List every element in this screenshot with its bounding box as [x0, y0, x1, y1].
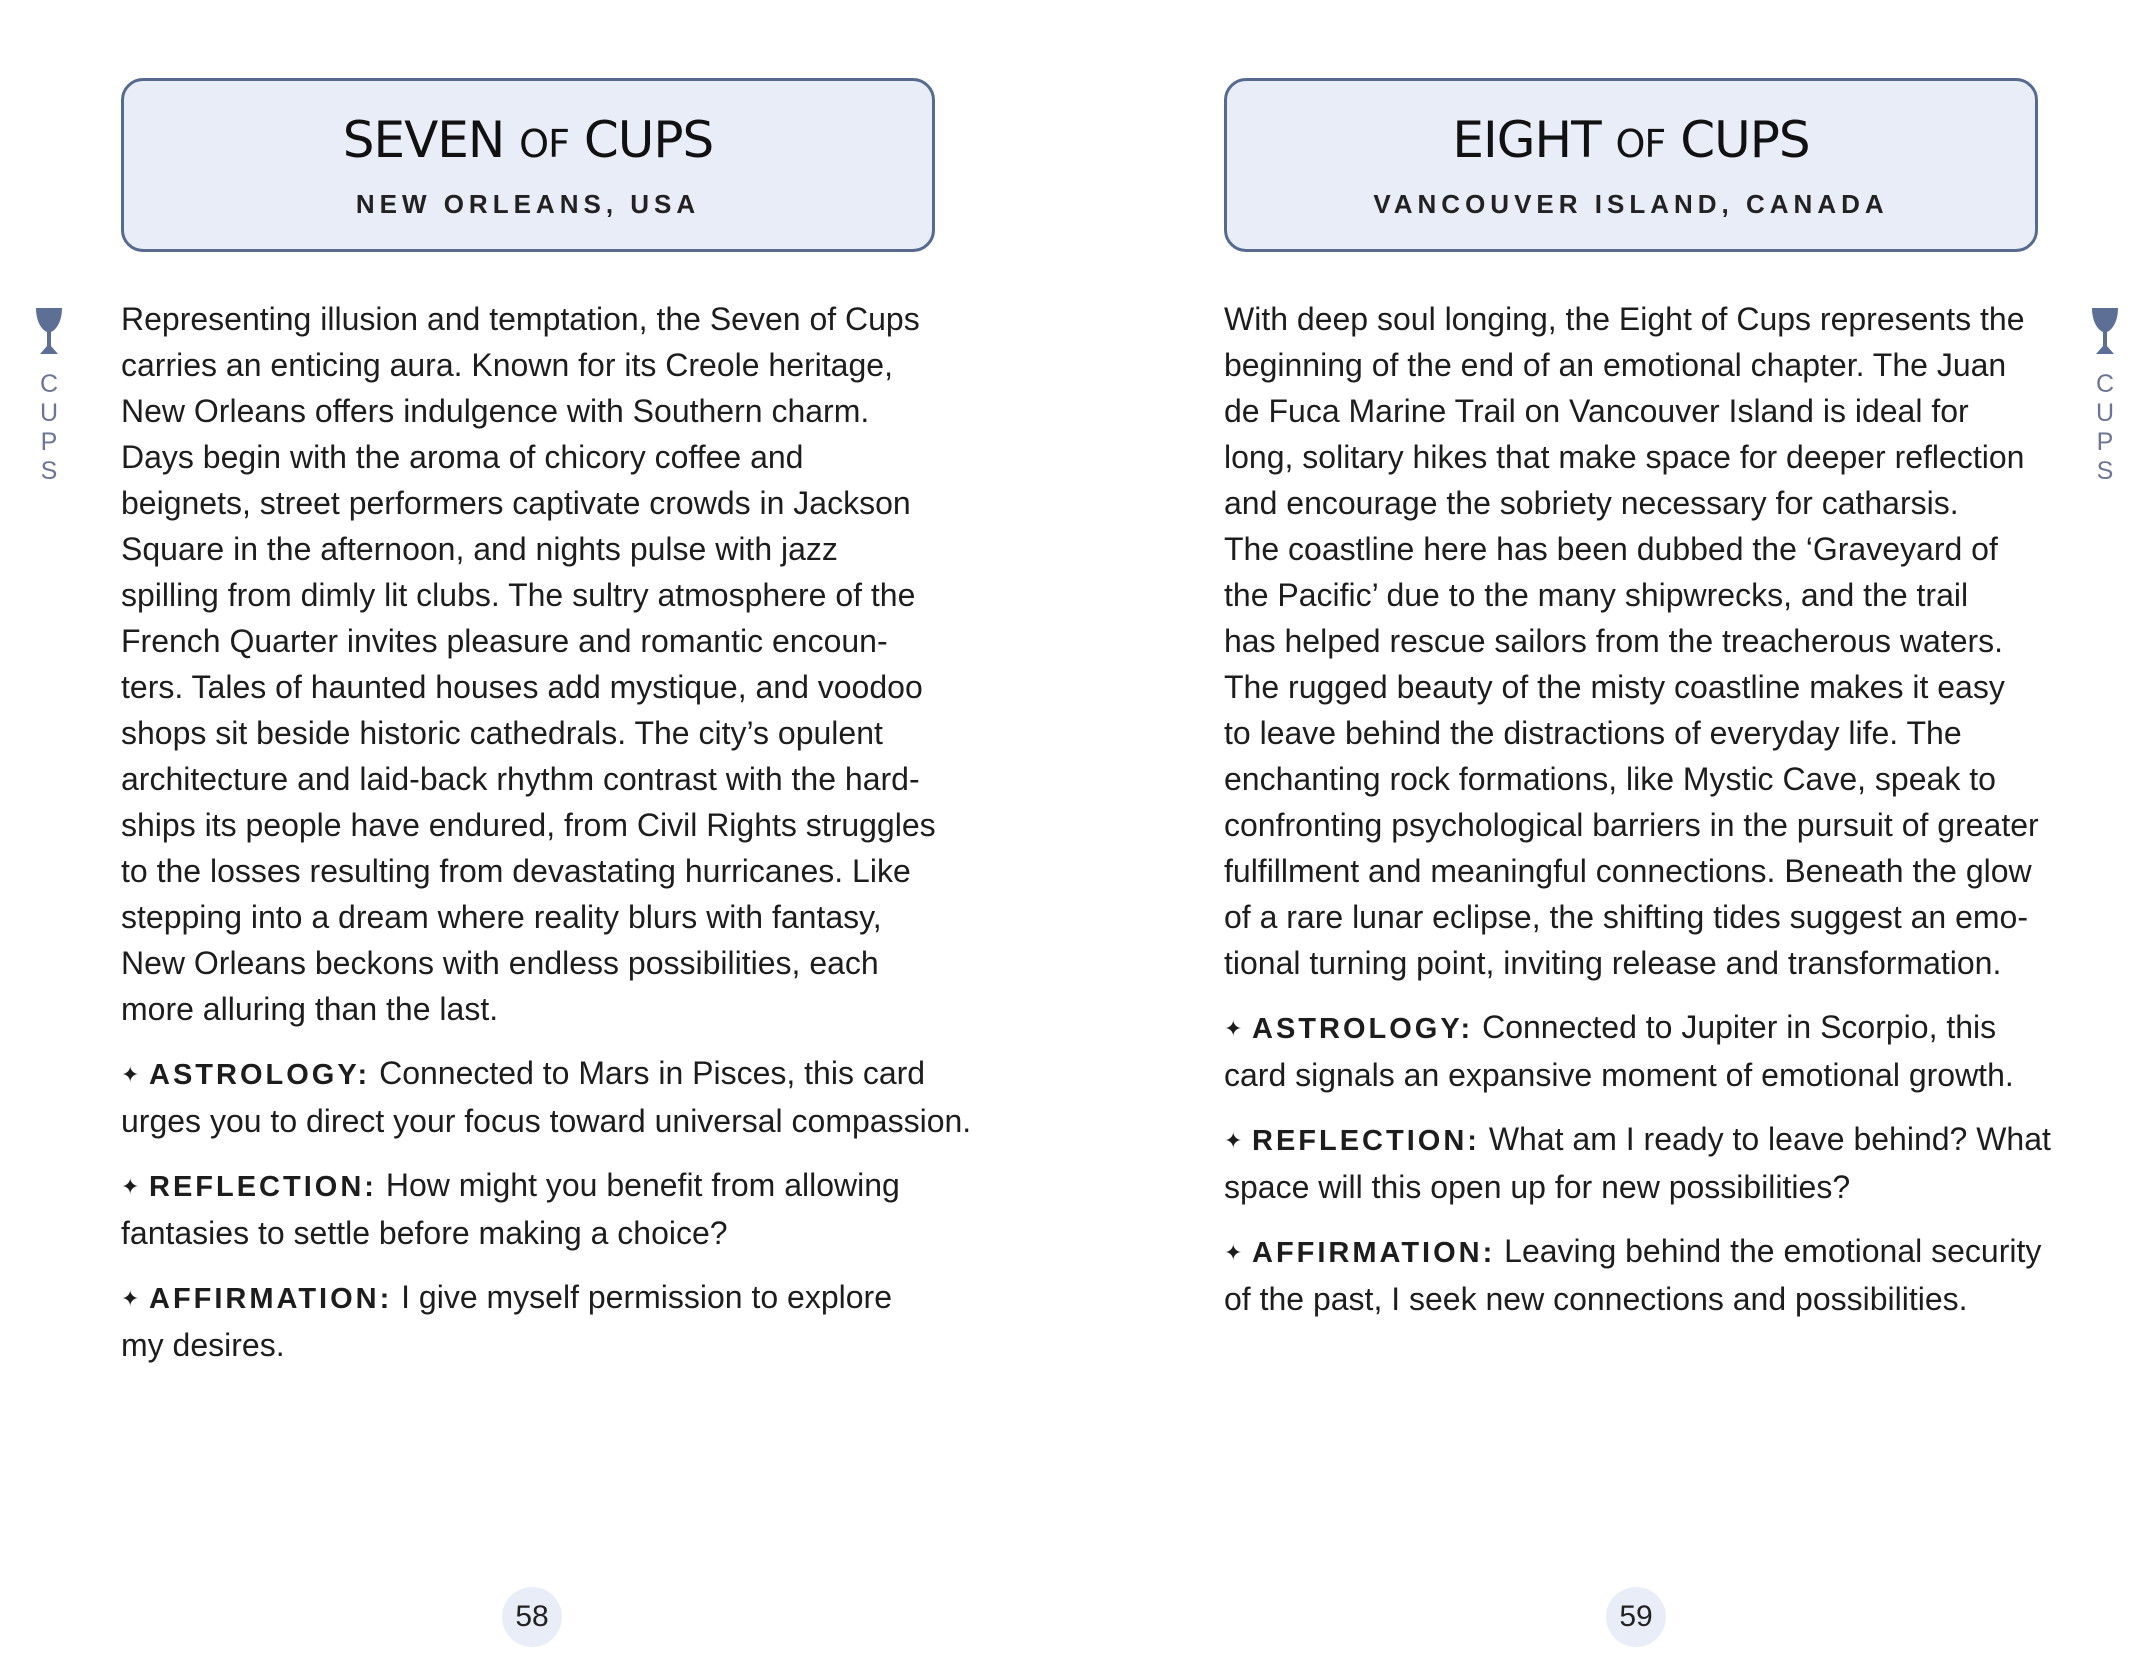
four-point-star-icon: ✦	[1224, 1240, 1243, 1265]
side-tab-letter: U	[2095, 399, 2115, 427]
side-tab-letter: C	[39, 370, 59, 398]
card-title-of: OF	[1615, 122, 1666, 166]
body-line: and encourage the sobriety necessary for catharsis.	[1224, 485, 1959, 521]
body-line: ters. Tales of haunted houses add mystique, and voodoo	[121, 669, 923, 705]
astrology-text: urges you to direct your focus toward universal compassion.	[121, 1103, 972, 1139]
card-title-part: CUPS	[1665, 111, 1810, 169]
side-tab-letter: U	[39, 399, 59, 427]
body-line: With deep soul longing, the Eight of Cups represents the	[1224, 301, 2025, 337]
reflection-text: space will this open up for new possibilities?	[1224, 1169, 1851, 1205]
card-description	[1224, 296, 2054, 1322]
reflection-label: REFLECTION:	[149, 1171, 377, 1203]
affirmation-label: AFFIRMATION:	[149, 1283, 393, 1315]
body-line: New Orleans beckons with endless possibilities, each	[121, 945, 879, 981]
astrology-note	[121, 1050, 972, 1144]
body-line: has helped rescue sailors from the treacherous waters.	[1224, 623, 2004, 659]
chalice-icon	[2090, 306, 2120, 360]
four-point-star-icon: ✦	[1224, 1128, 1243, 1153]
affirmation-text: I give myself permission to explore	[392, 1279, 892, 1315]
body-line: long, solitary hikes that make space for deeper reflection	[1224, 439, 2025, 475]
affirmation-label: AFFIRMATION:	[1252, 1237, 1496, 1269]
reflection-note	[121, 1162, 951, 1256]
body-line: carries an enticing aura. Known for its Creole heritage,	[121, 347, 893, 383]
body-line: more alluring than the last.	[121, 991, 499, 1027]
card-title-part: CUPS	[568, 111, 714, 169]
body-line: of a rare lunar eclipse, the shifting tides suggest an emo-	[1224, 899, 2028, 935]
body-line: The rugged beauty of the misty coastline makes it easy	[1224, 669, 2005, 705]
body-line: to the losses resulting from devastating hurricanes. Like	[121, 853, 911, 889]
astrology-text: Connected to Mars in Pisces, this card	[370, 1055, 926, 1091]
astrology-note	[1224, 1004, 2054, 1098]
four-point-star-icon: ✦	[121, 1286, 140, 1311]
right-page	[1077, 0, 2154, 1679]
astrology-label: ASTROLOGY:	[1252, 1013, 1474, 1045]
chalice-icon	[34, 306, 64, 360]
reflection-text: What am I ready to leave behind? What	[1479, 1121, 2051, 1157]
body-line: to leave behind the distractions of everyday life. The	[1224, 715, 1962, 751]
side-tab-letters	[29, 370, 69, 486]
affirmation-text: my desires.	[121, 1327, 285, 1363]
body-line: fulfillment and meaningful connections. Beneath the glow	[1224, 853, 2032, 889]
body-line: New Orleans offers indulgence with Southern charm.	[121, 393, 870, 429]
left-page	[0, 0, 1077, 1679]
reflection-text: fantasies to settle before making a choice?	[121, 1215, 728, 1251]
side-tab-letter: S	[2096, 457, 2114, 485]
reflection-note	[1224, 1116, 2054, 1210]
affirmation-text: of the past, I seek new connections and possibilities.	[1224, 1281, 1968, 1317]
suit-side-tab	[29, 306, 69, 486]
side-tab-letter: P	[40, 428, 58, 456]
affirmation-note	[1224, 1228, 2054, 1322]
card-location: VANCOUVER ISLAND, CANADA	[1373, 189, 1889, 219]
card-title-box	[121, 78, 935, 252]
card-title-box	[1224, 78, 2038, 252]
body-line: architecture and laid-back rhythm contrast with the hard-	[121, 761, 920, 797]
body-line: beignets, street performers captivate crowds in Jackson	[121, 485, 911, 521]
side-tab-letters	[2085, 370, 2125, 486]
body-line: confronting psychological barriers in the pursuit of greater	[1224, 807, 2039, 843]
side-tab-letter: C	[2095, 370, 2115, 398]
affirmation-note	[121, 1274, 951, 1368]
page-number: 58	[502, 1587, 562, 1647]
body-line: Days begin with the aroma of chicory coffee and	[121, 439, 804, 475]
body-line: the Pacific’ due to the many shipwrecks, and the trail	[1224, 577, 1969, 613]
four-point-star-icon: ✦	[1224, 1016, 1243, 1041]
card-title	[124, 111, 932, 169]
body-line: de Fuca Marine Trail on Vancouver Island is ideal for	[1224, 393, 1969, 429]
suit-side-tab	[2085, 306, 2125, 486]
card-title-of: OF	[519, 122, 569, 166]
body-line: beginning of the end of an emotional chapter. The Juan	[1224, 347, 2007, 383]
card-location: NEW ORLEANS, USA	[355, 189, 701, 219]
body-line: Representing illusion and temptation, the Seven of Cups	[121, 301, 920, 337]
card-title	[1227, 111, 2035, 169]
page-number: 59	[1606, 1587, 1666, 1647]
card-title-part: SEVEN	[342, 111, 520, 169]
body-line: stepping into a dream where reality blurs with fantasy,	[121, 899, 882, 935]
body-line: The coastline here has been dubbed the ‘Graveyard of	[1224, 531, 1998, 567]
card-description	[121, 296, 972, 1368]
body-line: shops sit beside historic cathedrals. The city’s opulent	[121, 715, 883, 751]
affirmation-text: Leaving behind the emotional security	[1495, 1233, 2042, 1269]
reflection-text: How might you benefit from allowing	[376, 1167, 900, 1203]
body-line: tional turning point, inviting release and transformation.	[1224, 945, 2002, 981]
side-tab-letter: P	[2096, 428, 2114, 456]
body-line: ships its people have endured, from Civil Rights struggles	[121, 807, 936, 843]
four-point-star-icon: ✦	[121, 1174, 140, 1199]
side-tab-letter: S	[40, 457, 58, 485]
card-title-part: EIGHT	[1452, 111, 1616, 169]
astrology-label: ASTROLOGY:	[149, 1059, 371, 1091]
four-point-star-icon: ✦	[121, 1062, 140, 1087]
astrology-text: Connected to Jupiter in Scorpio, this	[1473, 1009, 1997, 1045]
body-line: enchanting rock formations, like Mystic Cave, speak to	[1224, 761, 1996, 797]
body-line: spilling from dimly lit clubs. The sultry atmosphere of the	[121, 577, 916, 613]
astrology-text: card signals an expansive moment of emotional growth.	[1224, 1057, 2014, 1093]
reflection-label: REFLECTION:	[1252, 1125, 1480, 1157]
body-line: French Quarter invites pleasure and romantic encoun-	[121, 623, 888, 659]
body-line: Square in the afternoon, and nights pulse with jazz	[121, 531, 838, 567]
